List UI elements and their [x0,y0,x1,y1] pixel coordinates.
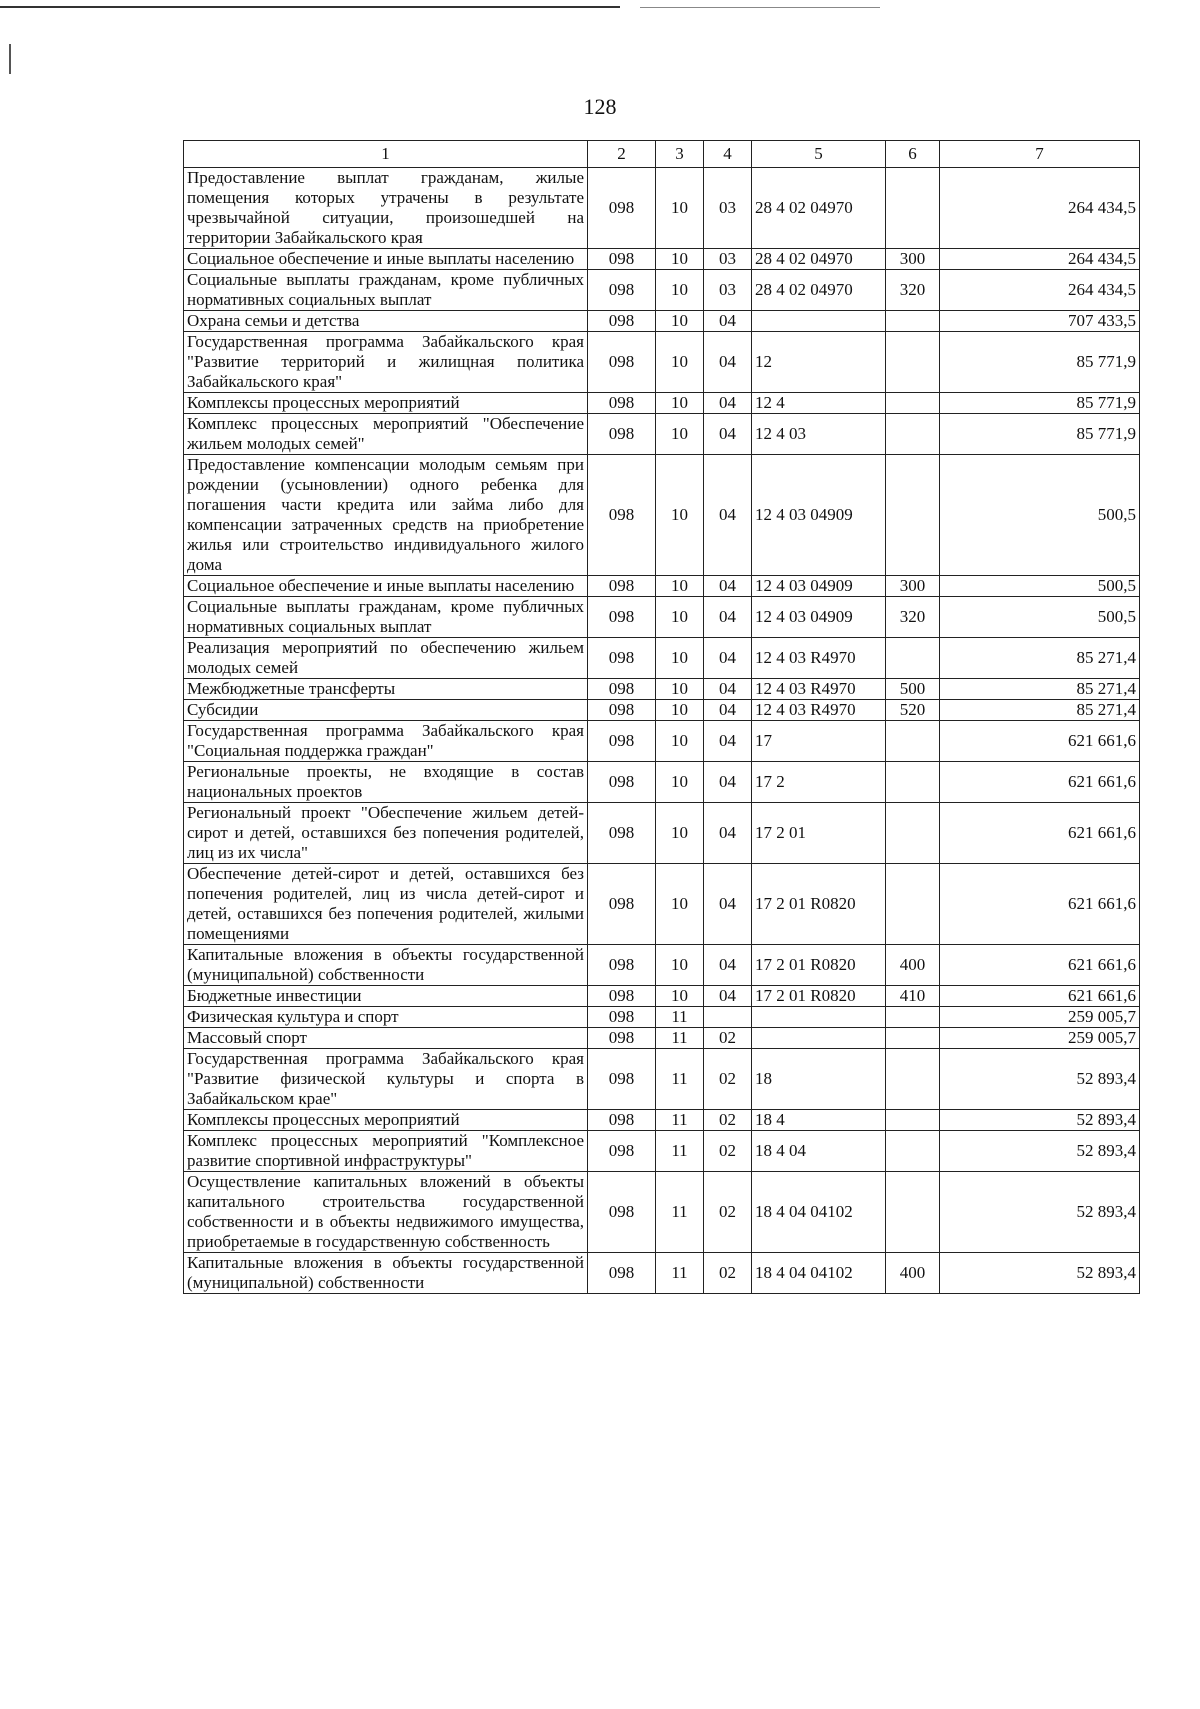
row-expense-type-cell [886,1172,940,1253]
row-name-cell: Социальные выплаты гражданам, кроме публичных нормативных социальных выплат [184,597,588,638]
row-section-cell: 10 [656,638,704,679]
row-expense-type-cell: 500 [886,679,940,700]
row-name-cell: Социальное обеспечение и иные выплаты населению [184,249,588,270]
row-expense-type-cell: 520 [886,700,940,721]
row-name-cell: Комплекс процессных мероприятий "Комплексное развитие спортивной инфраструктуры" [184,1131,588,1172]
table-row [184,270,1140,311]
row-target-code-cell: 12 4 03 [752,414,886,455]
row-target-code-cell: 17 2 01 R0820 [752,864,886,945]
row-target-code-cell: 18 4 [752,1110,886,1131]
row-section-cell: 10 [656,168,704,249]
row-name-cell: Региональный проект "Обеспечение жильем детей-сирот и детей, оставшихся без попечения родителей, лиц из их числа" [184,803,588,864]
row-section-cell: 10 [656,679,704,700]
row-target-code-cell: 17 2 01 R0820 [752,986,886,1007]
row-expense-type-cell [886,1007,940,1028]
row-grbs-cell: 098 [588,945,656,986]
budget-table [183,140,1140,1294]
row-target-code-cell: 17 [752,721,886,762]
row-grbs-cell: 098 [588,721,656,762]
row-grbs-cell: 098 [588,1253,656,1294]
row-subsection-cell: 04 [704,679,752,700]
table-row [184,332,1140,393]
row-subsection-cell: 04 [704,721,752,762]
row-target-code-cell: 12 [752,332,886,393]
row-target-code-cell: 28 4 02 04970 [752,168,886,249]
row-name-cell: Комплексы процессных мероприятий [184,1110,588,1131]
row-grbs-cell: 098 [588,1172,656,1253]
row-amount-cell: 707 433,5 [940,311,1140,332]
row-subsection-cell: 04 [704,864,752,945]
row-amount-cell: 259 005,7 [940,1028,1140,1049]
row-name-cell: Социальные выплаты гражданам, кроме публичных нормативных социальных выплат [184,270,588,311]
table-row [184,1131,1140,1172]
row-subsection-cell: 04 [704,762,752,803]
row-section-cell: 10 [656,455,704,576]
row-grbs-cell: 098 [588,638,656,679]
row-amount-cell: 85 271,4 [940,638,1140,679]
row-target-code-cell [752,311,886,332]
row-expense-type-cell [886,332,940,393]
table-row [184,638,1140,679]
row-grbs-cell: 098 [588,455,656,576]
row-name-cell: Предоставление компенсации молодым семьям при рождении (усыновлении) одного ребенка для погашения части кредита или займа либо для компенсации затраченных средств на приобретение жилья или строительство индивидуального жилого дома [184,455,588,576]
row-section-cell: 10 [656,864,704,945]
header-row [184,141,1140,168]
row-expense-type-cell: 400 [886,1253,940,1294]
row-section-cell: 10 [656,597,704,638]
row-grbs-cell: 098 [588,270,656,311]
row-name-cell: Межбюджетные трансферты [184,679,588,700]
row-section-cell: 11 [656,1028,704,1049]
row-section-cell: 10 [656,986,704,1007]
row-expense-type-cell [886,1131,940,1172]
row-subsection-cell: 04 [704,597,752,638]
row-subsection-cell: 04 [704,332,752,393]
table-header [184,141,1140,168]
row-amount-cell: 52 893,4 [940,1253,1140,1294]
table-row [184,721,1140,762]
column-header: 3 [656,141,704,168]
row-name-cell: Осуществление капитальных вложений в объекты капитального строительства государственной собственности и в объекты недвижимого имущества, приобретаемые в государственную собственность [184,1172,588,1253]
row-grbs-cell: 098 [588,311,656,332]
row-grbs-cell: 098 [588,700,656,721]
row-section-cell: 10 [656,249,704,270]
row-target-code-cell: 12 4 03 04909 [752,597,886,638]
row-name-cell: Социальное обеспечение и иные выплаты населению [184,576,588,597]
row-target-code-cell: 18 4 04 04102 [752,1172,886,1253]
row-grbs-cell: 098 [588,597,656,638]
row-subsection-cell: 02 [704,1131,752,1172]
column-header: 5 [752,141,886,168]
row-amount-cell: 621 661,6 [940,864,1140,945]
row-grbs-cell: 098 [588,986,656,1007]
row-expense-type-cell [886,1049,940,1110]
row-expense-type-cell [886,168,940,249]
row-subsection-cell: 04 [704,986,752,1007]
table-body [184,168,1140,1294]
row-name-cell: Физическая культура и спорт [184,1007,588,1028]
table-row [184,1253,1140,1294]
row-grbs-cell: 098 [588,1007,656,1028]
row-expense-type-cell [886,864,940,945]
row-target-code-cell: 18 4 04 04102 [752,1253,886,1294]
row-name-cell: Субсидии [184,700,588,721]
row-target-code-cell: 18 [752,1049,886,1110]
row-section-cell: 11 [656,1110,704,1131]
table-row [184,168,1140,249]
row-subsection-cell: 02 [704,1028,752,1049]
row-expense-type-cell [886,1028,940,1049]
row-expense-type-cell [886,1110,940,1131]
column-header: 1 [184,141,588,168]
row-grbs-cell: 098 [588,1110,656,1131]
table-row [184,597,1140,638]
column-header: 2 [588,141,656,168]
row-expense-type-cell [886,455,940,576]
row-section-cell: 11 [656,1253,704,1294]
row-name-cell: Государственная программа Забайкальского края "Развитие территорий и жилищная политика Забайкальского края" [184,332,588,393]
row-target-code-cell: 17 2 01 R0820 [752,945,886,986]
row-name-cell: Предоставление выплат гражданам, жилые помещения которых утрачены в результате чрезвычайной ситуации, произошедшей на территории Забайкальского края [184,168,588,249]
row-subsection-cell: 04 [704,393,752,414]
row-subsection-cell: 02 [704,1110,752,1131]
row-amount-cell: 85 771,9 [940,414,1140,455]
row-section-cell: 10 [656,414,704,455]
row-target-code-cell: 12 4 03 R4970 [752,679,886,700]
row-amount-cell: 500,5 [940,576,1140,597]
row-amount-cell: 85 771,9 [940,393,1140,414]
row-section-cell: 10 [656,762,704,803]
table-row [184,1110,1140,1131]
table-row [184,249,1140,270]
row-amount-cell: 52 893,4 [940,1131,1140,1172]
row-section-cell: 11 [656,1007,704,1028]
row-section-cell: 10 [656,270,704,311]
row-grbs-cell: 098 [588,1028,656,1049]
row-amount-cell: 259 005,7 [940,1007,1140,1028]
row-name-cell: Капитальные вложения в объекты государственной (муниципальной) собственности [184,945,588,986]
row-name-cell: Обеспечение детей-сирот и детей, оставшихся без попечения родителей, лиц из числа детей-сирот и детей, оставшихся без попечения родителей, жилыми помещениями [184,864,588,945]
row-grbs-cell: 098 [588,249,656,270]
table-row [184,576,1140,597]
row-target-code-cell: 28 4 02 04970 [752,249,886,270]
row-grbs-cell: 098 [588,762,656,803]
row-expense-type-cell [886,414,940,455]
table-row [184,311,1140,332]
row-amount-cell: 85 771,9 [940,332,1140,393]
row-subsection-cell: 04 [704,576,752,597]
row-expense-type-cell [886,762,940,803]
row-section-cell: 10 [656,700,704,721]
row-subsection-cell [704,1007,752,1028]
row-grbs-cell: 098 [588,679,656,700]
column-header: 7 [940,141,1140,168]
row-grbs-cell: 098 [588,332,656,393]
row-target-code-cell: 28 4 02 04970 [752,270,886,311]
row-target-code-cell [752,1028,886,1049]
table-row [184,455,1140,576]
row-amount-cell: 621 661,6 [940,721,1140,762]
row-subsection-cell: 04 [704,803,752,864]
row-expense-type-cell: 300 [886,249,940,270]
row-expense-type-cell: 300 [886,576,940,597]
column-header: 4 [704,141,752,168]
top-border-line-faint [640,7,880,8]
row-subsection-cell: 04 [704,414,752,455]
row-section-cell: 11 [656,1049,704,1110]
column-header: 6 [886,141,940,168]
row-section-cell: 10 [656,721,704,762]
row-section-cell: 11 [656,1131,704,1172]
row-subsection-cell: 03 [704,249,752,270]
row-subsection-cell: 03 [704,168,752,249]
table-row [184,679,1140,700]
table-row [184,1049,1140,1110]
row-target-code-cell: 12 4 03 R4970 [752,638,886,679]
row-expense-type-cell: 400 [886,945,940,986]
row-target-code-cell: 12 4 03 R4970 [752,700,886,721]
row-section-cell: 10 [656,803,704,864]
row-grbs-cell: 098 [588,864,656,945]
row-expense-type-cell [886,393,940,414]
page-number: 128 [583,94,617,119]
row-subsection-cell: 04 [704,945,752,986]
row-subsection-cell: 04 [704,311,752,332]
row-name-cell: Реализация мероприятий по обеспечению жильем молодых семей [184,638,588,679]
row-amount-cell: 85 271,4 [940,700,1140,721]
row-amount-cell: 52 893,4 [940,1110,1140,1131]
row-subsection-cell: 04 [704,455,752,576]
row-section-cell: 10 [656,576,704,597]
row-amount-cell: 500,5 [940,597,1140,638]
row-subsection-cell: 02 [704,1253,752,1294]
table-row [184,1007,1140,1028]
row-grbs-cell: 098 [588,803,656,864]
row-expense-type-cell: 320 [886,270,940,311]
row-name-cell: Массовый спорт [184,1028,588,1049]
row-expense-type-cell [886,311,940,332]
row-amount-cell: 85 271,4 [940,679,1140,700]
row-subsection-cell: 04 [704,700,752,721]
row-expense-type-cell: 410 [886,986,940,1007]
row-section-cell: 10 [656,311,704,332]
row-target-code-cell [752,1007,886,1028]
row-amount-cell: 621 661,6 [940,945,1140,986]
row-expense-type-cell: 320 [886,597,940,638]
row-amount-cell: 52 893,4 [940,1172,1140,1253]
table-row [184,393,1140,414]
row-amount-cell: 264 434,5 [940,270,1140,311]
row-grbs-cell: 098 [588,168,656,249]
row-amount-cell: 264 434,5 [940,168,1140,249]
table-row [184,1028,1140,1049]
row-name-cell: Комплексы процессных мероприятий [184,393,588,414]
row-amount-cell: 264 434,5 [940,249,1140,270]
table-row [184,1172,1140,1253]
table-row [184,414,1140,455]
row-section-cell: 10 [656,945,704,986]
row-subsection-cell: 03 [704,270,752,311]
row-subsection-cell: 02 [704,1172,752,1253]
row-expense-type-cell [886,803,940,864]
table-row [184,986,1140,1007]
table-row [184,700,1140,721]
scan-margin-mark [9,44,11,74]
table-row [184,945,1140,986]
row-subsection-cell: 02 [704,1049,752,1110]
row-expense-type-cell [886,721,940,762]
row-grbs-cell: 098 [588,1131,656,1172]
row-name-cell: Комплекс процессных мероприятий "Обеспечение жильем молодых семей" [184,414,588,455]
row-target-code-cell: 17 2 [752,762,886,803]
row-section-cell: 11 [656,1172,704,1253]
row-target-code-cell: 12 4 03 04909 [752,576,886,597]
row-grbs-cell: 098 [588,414,656,455]
row-name-cell: Капитальные вложения в объекты государственной (муниципальной) собственности [184,1253,588,1294]
row-amount-cell: 52 893,4 [940,1049,1140,1110]
row-amount-cell: 621 661,6 [940,803,1140,864]
row-name-cell: Государственная программа Забайкальского края "Социальная поддержка граждан" [184,721,588,762]
row-target-code-cell: 18 4 04 [752,1131,886,1172]
row-name-cell: Бюджетные инвестиции [184,986,588,1007]
top-border-line [0,6,620,8]
row-amount-cell: 621 661,6 [940,986,1140,1007]
row-section-cell: 10 [656,393,704,414]
table-row [184,762,1140,803]
row-target-code-cell: 17 2 01 [752,803,886,864]
row-expense-type-cell [886,638,940,679]
row-target-code-cell: 12 4 [752,393,886,414]
row-grbs-cell: 098 [588,1049,656,1110]
row-name-cell: Государственная программа Забайкальского края "Развитие физической культуры и спорта в Забайкальском крае" [184,1049,588,1110]
row-amount-cell: 621 661,6 [940,762,1140,803]
table-row [184,803,1140,864]
row-grbs-cell: 098 [588,576,656,597]
row-grbs-cell: 098 [588,393,656,414]
row-target-code-cell: 12 4 03 04909 [752,455,886,576]
row-subsection-cell: 04 [704,638,752,679]
table-row [184,864,1140,945]
row-amount-cell: 500,5 [940,455,1140,576]
row-name-cell: Охрана семьи и детства [184,311,588,332]
row-name-cell: Региональные проекты, не входящие в состав национальных проектов [184,762,588,803]
row-section-cell: 10 [656,332,704,393]
